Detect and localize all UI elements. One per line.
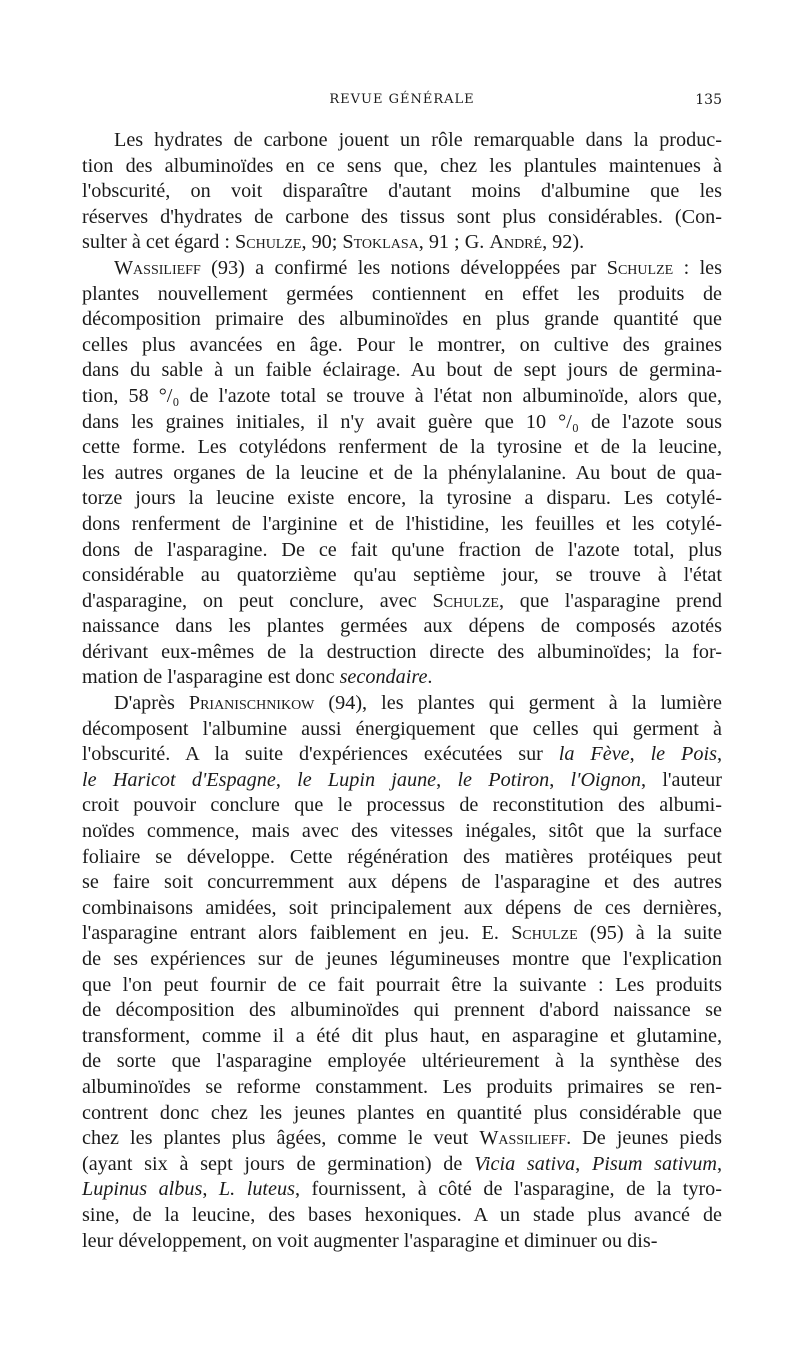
text-line xyxy=(82,410,722,436)
text-line xyxy=(82,256,722,282)
text-line xyxy=(82,973,722,999)
italic-text: l'Oignon xyxy=(570,768,642,791)
text-run: dans les graines initiales, il n'y avait guère que 10 °/₀ de l'azote sous xyxy=(82,410,722,433)
text-run: mation de l'asparagine est donc xyxy=(82,666,340,689)
text-run: foliaire se développe. Cette régénération des matières protéiques peut xyxy=(82,845,722,868)
text-line xyxy=(82,538,722,564)
text-run: , 90; xyxy=(301,231,343,254)
text-line xyxy=(82,179,722,205)
text-run: Les hydrates de carbone jouent un rôle remarquable dans la produc- xyxy=(114,129,722,151)
text-line xyxy=(82,435,722,461)
text-line xyxy=(82,230,722,256)
text-run: (93) a confirmé les notions développées par xyxy=(200,256,607,279)
paragraph xyxy=(82,128,722,256)
text-run: plantes nouvellement germées contiennent en effet les produits de xyxy=(82,282,722,305)
text-line xyxy=(82,589,722,615)
text-run: considérable au quatorzième qu'au septième jour, se trouve à l'état xyxy=(82,564,722,587)
text-line xyxy=(82,307,722,333)
text-line xyxy=(82,154,722,180)
text-run: sine, de la leucine, des bases hexoniques. A un stade plus avancé de xyxy=(82,1203,722,1226)
author-name: Wassilieff xyxy=(479,1127,567,1150)
paragraph xyxy=(82,691,722,1254)
text-line xyxy=(82,768,722,794)
text-line xyxy=(82,1126,722,1152)
text-run: , xyxy=(716,743,722,766)
text-run: décomposition primaire des albuminoïdes en plus grande quantité que xyxy=(82,308,722,331)
body-text xyxy=(82,128,722,1254)
text-run: les autres organes de la leucine et de la phénylalanine. Au bout de qua- xyxy=(82,461,722,484)
text-run: cette forme. Les cotylédons renferment de la tyrosine et de la leucine, xyxy=(82,436,722,459)
text-line xyxy=(82,333,722,359)
text-run: tion, 58 °/₀ de l'azote total se trouve à l'état non albuminoïde, alors que, xyxy=(82,384,722,407)
text-line xyxy=(82,486,722,512)
author-name: Stoklasa xyxy=(342,231,419,254)
text-line xyxy=(82,1152,722,1178)
author-name: Prianischnikow xyxy=(188,692,315,715)
italic-text: L. luteus xyxy=(218,1178,295,1201)
text-line xyxy=(82,358,722,384)
author-name: Wassilieff xyxy=(114,256,201,279)
author-name: Schulze xyxy=(235,231,302,254)
text-run: , xyxy=(716,1152,722,1175)
text-run: celles plus avancées en âge. Pour le montrer, on cultive des graines xyxy=(82,333,722,356)
text-line xyxy=(82,742,722,768)
text-run: leur développement, on voit augmenter l'asparagine et diminuer ou dis- xyxy=(82,1229,658,1252)
text-run: d'asparagine, on peut conclure, avec xyxy=(82,589,433,612)
italic-text: la Fève xyxy=(558,743,630,766)
text-run: (95) à la suite xyxy=(577,922,722,945)
text-line xyxy=(82,947,722,973)
text-run: , xyxy=(202,1178,219,1201)
text-line xyxy=(82,563,722,589)
text-run: . De jeunes pieds xyxy=(566,1127,722,1150)
italic-text: le Lupin jaune xyxy=(297,768,437,791)
text-run: l'obscurité. A la suite d'expériences exécutées sur xyxy=(82,743,559,766)
text-line xyxy=(82,998,722,1024)
running-head xyxy=(82,92,722,114)
italic-text: le Pois xyxy=(650,743,717,766)
text-line xyxy=(82,717,722,743)
text-line xyxy=(82,845,722,871)
text-line xyxy=(82,870,722,896)
author-name: André xyxy=(489,231,543,254)
text-line xyxy=(82,1024,722,1050)
text-run: , xyxy=(275,768,298,791)
text-run: , xyxy=(629,743,651,766)
text-run: , que l'asparagine prend xyxy=(498,589,723,612)
text-run: naissance dans les plantes germées aux dépens de composés azotés xyxy=(82,615,722,638)
text-run: sulter à cet égard : xyxy=(82,231,236,254)
text-run: D'après xyxy=(114,692,189,715)
text-run: , l'auteur xyxy=(641,768,722,791)
text-line xyxy=(82,921,722,947)
page-number: 135 xyxy=(695,92,722,108)
text-run: noïdes commence, mais avec des vitesses inégales, sitôt que la surface xyxy=(82,820,722,843)
text-run: dans du sable à un faible éclairage. Au bout de sept jours de germina- xyxy=(82,359,722,382)
text-run: croit pouvoir conclure que le processus de reconstitution des albumi- xyxy=(82,794,722,817)
italic-text: Lupinus albus xyxy=(82,1178,203,1201)
text-line xyxy=(82,205,722,231)
text-line xyxy=(82,691,722,717)
text-run: , xyxy=(549,768,571,791)
text-run: , xyxy=(575,1152,592,1175)
text-run: combinaisons amidées, soit principalement aux dépens de ces dernières, xyxy=(82,896,722,919)
text-run: , fournissent, à côté de l'asparagine, de la tyro- xyxy=(294,1178,722,1201)
text-line xyxy=(82,896,722,922)
paragraph xyxy=(82,256,722,691)
author-name: Schulze xyxy=(606,256,674,279)
text-line xyxy=(82,282,722,308)
text-run: dons renferment de l'arginine et de l'histidine, les feuilles et les cotylé- xyxy=(82,512,722,535)
text-line xyxy=(82,819,722,845)
text-run: , 91 ; G. xyxy=(418,231,490,254)
text-line xyxy=(82,1075,722,1101)
text-run: dons de l'asparagine. De ce fait qu'une fraction de l'azote total, plus xyxy=(82,538,722,561)
text-line xyxy=(82,1101,722,1127)
text-run: torze jours la leucine existe encore, la tyrosine a disparu. Les cotylé- xyxy=(82,487,722,510)
author-name: Schulze xyxy=(511,922,578,945)
text-line xyxy=(82,384,722,410)
text-line xyxy=(82,1177,722,1203)
text-line xyxy=(82,640,722,666)
text-run: réserves d'hydrates de carbone des tissus sont plus considérables. (Con- xyxy=(82,205,722,228)
text-line xyxy=(82,614,722,640)
text-run: de décomposition des albuminoïdes qui prennent d'abord naissance se xyxy=(82,999,722,1022)
author-name: Schulze xyxy=(432,589,499,612)
italic-text: le Potiron xyxy=(457,768,550,791)
italic-text: secondaire xyxy=(339,666,428,689)
text-run: (ayant six à sept jours de germination) de xyxy=(82,1152,475,1175)
text-run: l'obscurité, on voit disparaître d'autant moins d'albumine que les xyxy=(82,180,722,203)
text-line xyxy=(82,461,722,487)
text-line xyxy=(82,1049,722,1075)
italic-text: le Haricot d'Espagne xyxy=(82,768,276,791)
text-run: chez les plantes plus âgées, comme le veut xyxy=(82,1127,480,1150)
text-line xyxy=(82,793,722,819)
text-line xyxy=(82,1229,722,1255)
text-line xyxy=(82,128,722,154)
text-run: (94), les plantes qui germent à la lumière xyxy=(314,692,722,715)
text-run: de sorte que l'asparagine employée ultérieurement à la synthèse des xyxy=(82,1050,722,1073)
text-line xyxy=(82,665,722,691)
text-run: , xyxy=(436,768,458,791)
running-title: REVUE GÉNÉRALE xyxy=(329,92,475,107)
italic-text: Pisum sativum xyxy=(591,1152,717,1175)
text-run: se faire soit concurremment aux dépens de l'asparagine et des autres xyxy=(82,871,722,894)
text-run: . xyxy=(427,666,433,689)
text-run: de ses expériences sur de jeunes légumineuses montre que l'explication xyxy=(82,948,722,970)
text-line xyxy=(82,512,722,538)
text-run: que l'on peut fournir de ce fait pourrait être la suivante : Les produits xyxy=(82,973,722,996)
text-run: l'asparagine entrant alors faiblement en jeu. E. xyxy=(82,922,512,945)
text-run: tion des albuminoïdes en ce sens que, chez les plantules maintenues à xyxy=(82,154,722,177)
text-run: , 92). xyxy=(542,231,585,254)
text-run: contrent donc chez les jeunes plantes en quantité plus considérable que xyxy=(82,1101,722,1124)
text-run: dérivant eux-mêmes de la destruction directe des albuminoïdes; la for- xyxy=(82,640,722,663)
text-run: : les xyxy=(673,256,722,279)
italic-text: Vicia sativa xyxy=(474,1152,576,1175)
text-run: transforment, comme il a été dit plus haut, en asparagine et glutamine, xyxy=(82,1024,722,1047)
text-run: décomposent l'albumine aussi énergiquement que celles qui germent à xyxy=(82,717,722,740)
text-run: albuminoïdes se reforme constamment. Les produits primaires se ren- xyxy=(82,1075,722,1098)
text-line xyxy=(82,1203,722,1229)
